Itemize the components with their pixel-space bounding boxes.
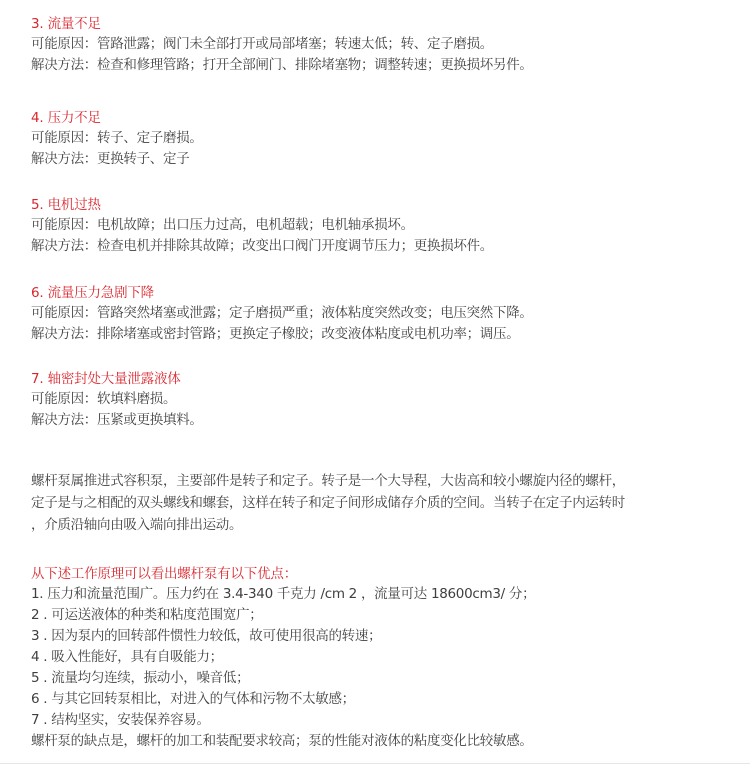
bottom-divider — [0, 763, 750, 764]
fault-solution: 解决方法：压紧或更换填料。 — [31, 412, 203, 428]
fault-section-5 — [31, 195, 731, 257]
advantage-item: 7 . 结构坚实，安装保养容易。 — [31, 712, 210, 728]
fault-title: 3. 流量不足 — [31, 16, 101, 32]
fault-title: 7. 轴密封处大量泄露液体 — [31, 371, 181, 387]
fault-solution: 解决方法：排除堵塞或密封管路；更换定子橡胶；改变液体粘度或电机功率；调压。 — [31, 326, 520, 342]
intro-line: 螺杆泵属推进式容积泵，主要部件是转子和定子。转子是一个大导程，大齿高和较小螺旋内径的螺杆， — [31, 473, 625, 489]
advantage-item: 2 . 可运送液体的种类和粘度范围宽广； — [31, 607, 263, 623]
advantage-item: 6 . 与其它回转泵相比，对进入的气体和污物不太敏感； — [31, 691, 355, 707]
fault-cause: 可能原因：管路泄露；阀门未全部打开或局部堵塞；转速太低；转、定子磨损。 — [31, 36, 493, 52]
advantage-item: 4 . 吸入性能好，具有自吸能力； — [31, 649, 223, 665]
fault-title: 4. 压力不足 — [31, 110, 101, 126]
disadvantage-text: 螺杆泵的缺点是，螺杆的加工和装配要求较高；泵的性能对液体的粘度变化比较敏感。 — [31, 733, 533, 749]
intro-paragraph — [31, 470, 731, 536]
intro-line: 定子是与之相配的双头螺线和螺套，这样在转子和定子间形成储存介质的空间。当转子在定子内运转时 — [31, 495, 625, 511]
fault-title: 5. 电机过热 — [31, 197, 101, 213]
fault-section-6 — [31, 283, 731, 345]
fault-cause: 可能原因：转子、定子磨损。 — [31, 130, 203, 146]
fault-section-4 — [31, 108, 731, 170]
fault-cause: 可能原因：软填料磨损。 — [31, 391, 177, 407]
advantages-section — [31, 564, 731, 752]
fault-cause: 可能原因：电机故障；出口压力过高，电机超载；电机轴承损坏。 — [31, 217, 414, 233]
fault-solution: 解决方法：检查电机并排除其故障；改变出口阀门开度调节压力；更换损坏件。 — [31, 238, 493, 254]
fault-title: 6. 流量压力急剧下降 — [31, 285, 154, 301]
advantage-item: 5 . 流量均匀连续，振动小，噪音低； — [31, 670, 250, 686]
intro-line: ，介质沿轴向由吸入端向排出运动。 — [31, 517, 243, 533]
fault-cause: 可能原因：管路突然堵塞或泄露；定子磨损严重；液体粘度突然改变；电压突然下降。 — [31, 305, 533, 321]
fault-section-3 — [31, 14, 731, 76]
advantage-item: 1. 压力和流量范围广。压力约在 3.4-340 千克力 /cm 2 ，流量可达 18600cm3/ 分； — [31, 586, 536, 602]
advantages-title: 从下述工作原理可以看出螺杆泵有以下优点： — [31, 566, 297, 582]
advantage-item: 3 . 因为泵内的回转部件惯性力较低，故可使用很高的转速； — [31, 628, 382, 644]
fault-solution: 解决方法：检查和修理管路；打开全部闸门、排除堵塞物；调整转速；更换损坏另件。 — [31, 57, 533, 73]
fault-solution: 解决方法：更换转子、定子 — [31, 151, 190, 167]
fault-section-7 — [31, 369, 731, 431]
